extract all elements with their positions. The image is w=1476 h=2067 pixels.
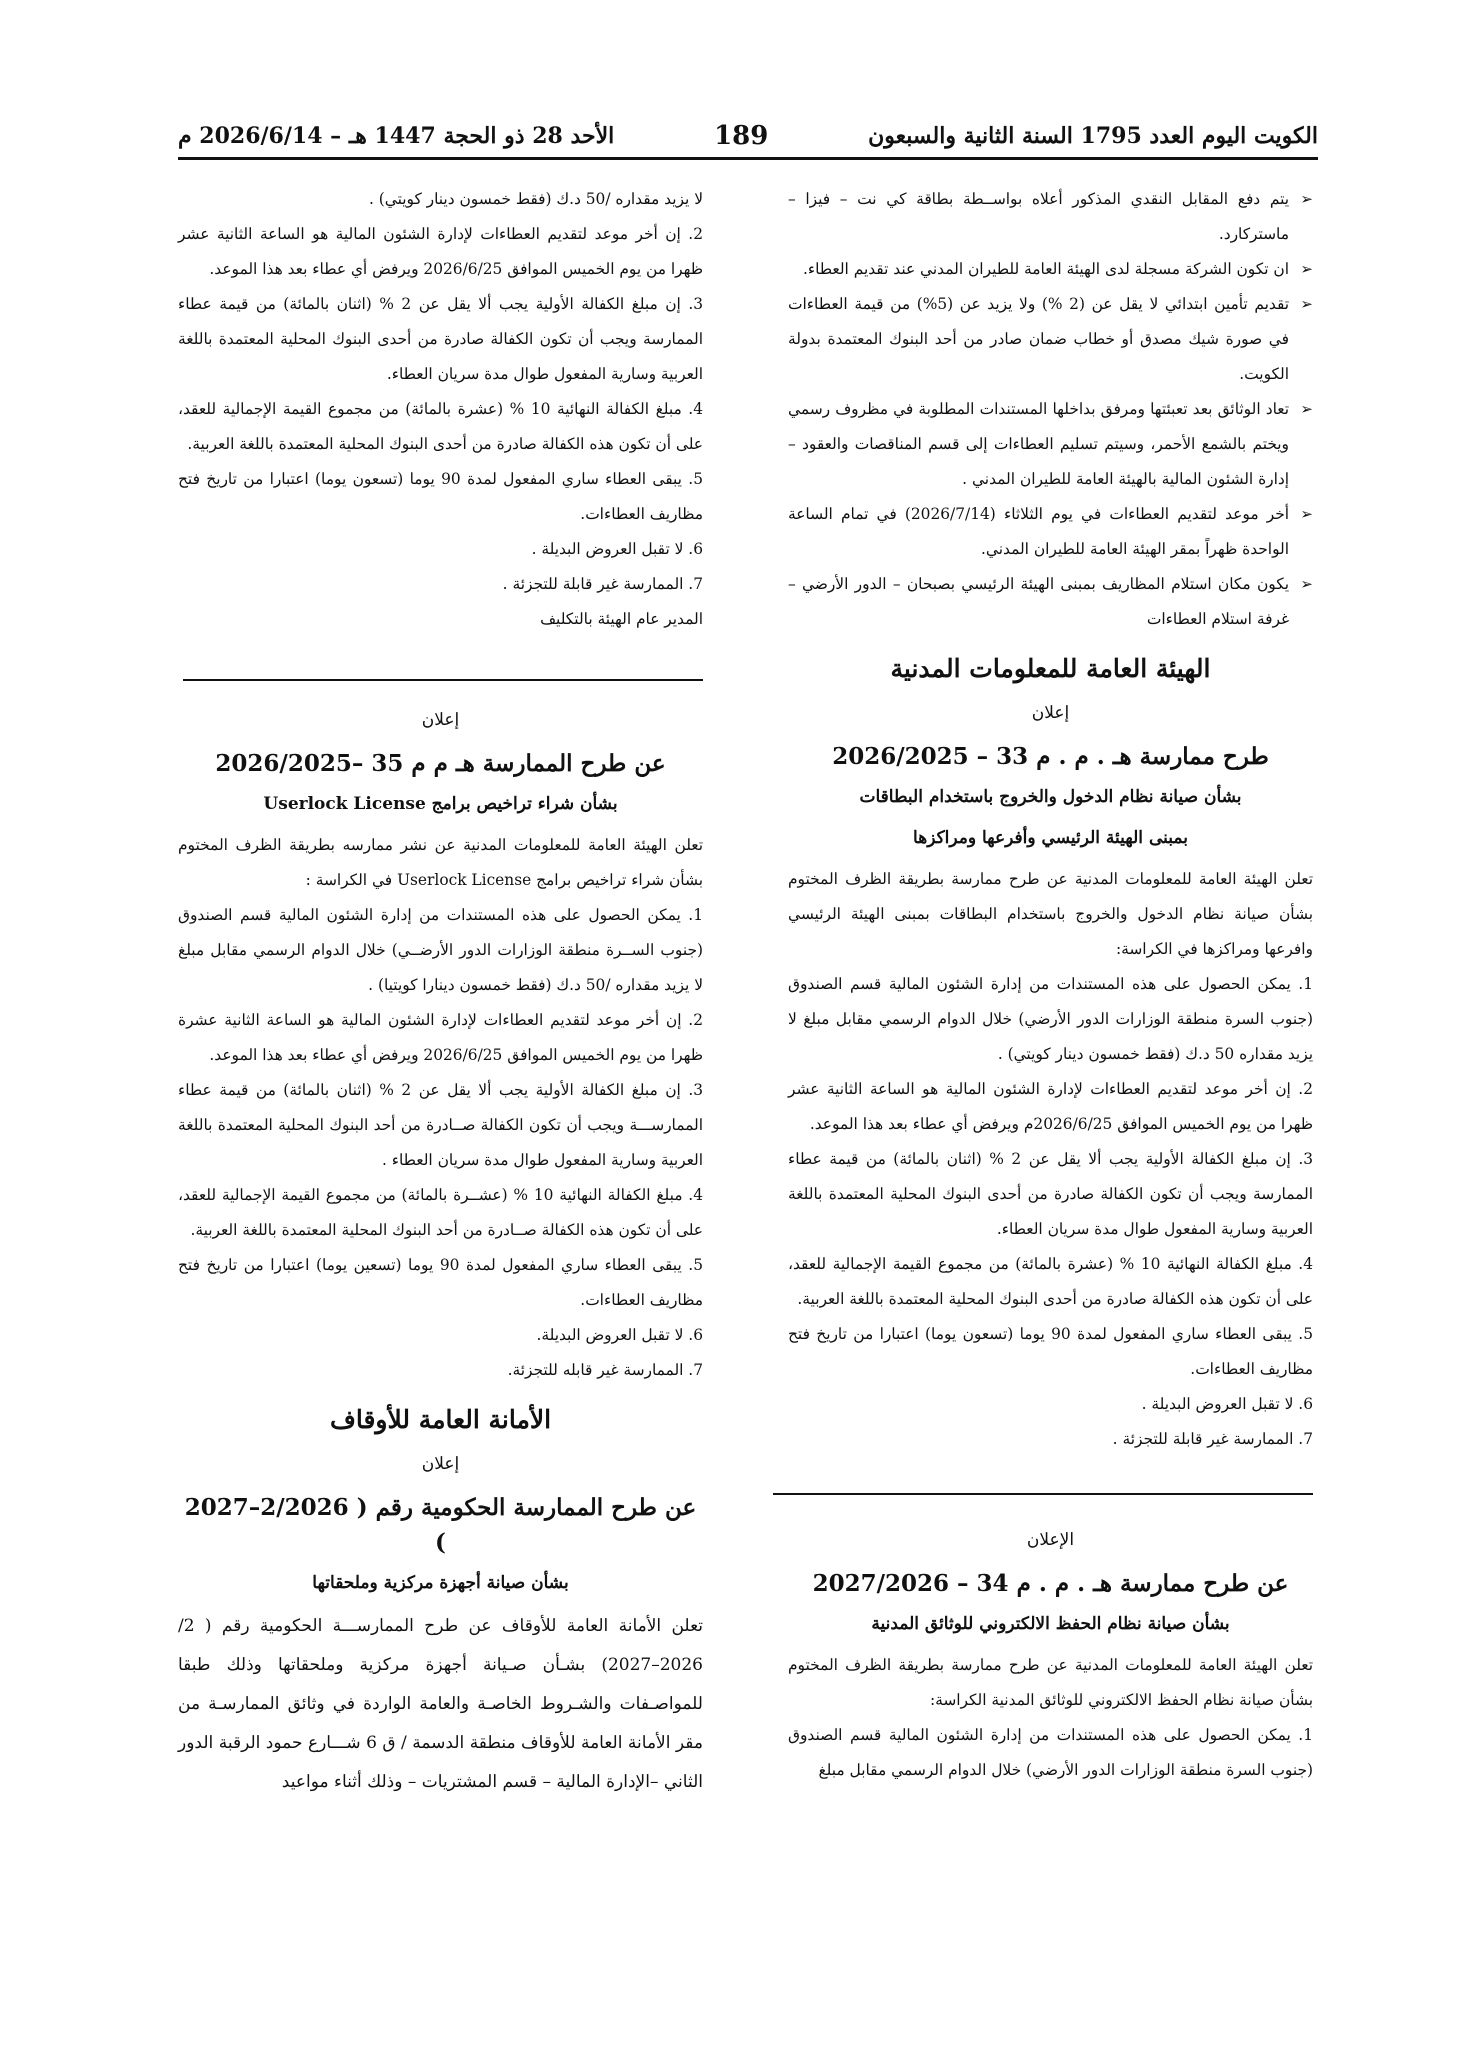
announcement-label: إعلان <box>421 1454 460 1474</box>
notice-subtitle: بشأن صيانة أجهزة مركزية وملحقاتها <box>312 1573 569 1593</box>
notice-title: طرح ممارسة هـ . م . م 33 – 2026/2025 <box>832 743 1269 770</box>
notice-item: 3. إن مبلغ الكفالة الأولية يجب ألا يقل عن 2 % (اثنان بالمائة) من قيمة عطاء الممارسة ويجب أن تكون الكفالة صادرة من أحدى البنوك المحلية المعتمدة باللغة العربية وسارية المفعول طوال مدة سريان العطاء. <box>178 295 704 383</box>
notice-item: 2. إن أخر موعد لتقديم العطاءات لإدارة الشئون المالية هو الساعة الثانية عشرة ظهرا من يوم الخميس الموافق 2026/6/25 ويرفض أي عطاء بعد هذا الموعد. <box>178 1011 703 1064</box>
right-column <box>788 182 1313 1788</box>
notice-item: 7. الممارسة غير قابلة للتجزئة . <box>502 575 703 593</box>
notice-subtitle: بمبنى الهيئة الرئيسي وأفرعها ومراكزها <box>913 828 1188 848</box>
notice-item: 5. يبقى العطاء ساري المفعول لمدة 90 يوما (تسعون يوما) اعتبارا من تاريخ فتح مظاريف العطاءات. <box>788 1325 1313 1378</box>
page-number: 189 <box>714 121 769 151</box>
notice-item: 1. يمكن الحصول على هذه المستندات من إدارة الشئون المالية قسم الصندوق (جنوب السرة منطقة الوزارات الدور الأرضي) خلال الدوام الرسمي مقابل مبلغ لا يزيد مقداره 50 د.ك (فقط خمسون دينار كويتي) . <box>788 975 1313 1063</box>
arrow-bullet-icon: ➢ <box>1300 190 1313 208</box>
notice-item: 5. يبقى العطاء ساري المفعول لمدة 90 يوما (تسعين يوما) اعتبارا من تاريخ فتح مظاريف العطاءات. <box>178 1256 703 1309</box>
notice-item: 6. لا تقبل العروض البديلة. <box>536 1326 703 1344</box>
notice-item: 2. إن أخر موعد لتقديم العطاءات لإدارة الشئون المالية هو الساعة الثانية عشر ظهرا من يوم الخميس الموافق 2026/6/25 ويرفض أي عطاء بعد هذا الموعد. <box>178 225 703 278</box>
left-column <box>178 182 703 1802</box>
notice-item: 4. مبلغ الكفالة النهائية 10 % (عشرة بالمائة) من مجموع القيمة الإجمالية للعقد، على أن تكون هذه الكفالة صادرة من أحدى البنوك المحلية المعتمدة باللغة العربية. <box>178 400 703 453</box>
arrow-bullet-icon: ➢ <box>1300 260 1313 278</box>
notice-item: 3. إن مبلغ الكفالة الأولية يجب ألا يقل عن 2 % (اثنان بالمائة) من قيمة عطاء الممارســـة ويجب أن تكون الكفالة صــادرة من أحد البنوك المحلية المعتمدة باللغة العربية وسارية المفعول طوال مدة سريان العطاء . <box>178 1081 704 1169</box>
notice-title: عن طرح ممارسة هـ . م . م 34 – 2027/2026 <box>812 1570 1289 1597</box>
header-issue: الكويت اليوم العدد 1795 السنة الثانية والسبعون <box>868 123 1318 149</box>
org-title: الأمانة العامة للأوقاف <box>329 1405 552 1434</box>
announcement-label: الإعلان <box>1026 1530 1075 1550</box>
bullet-item: ➢ تعاد الوثائق بعد تعبئتها ومرفق بداخلها المستندات المطلوبة في مظروف رسمي ويختم بالشمع الأحمر، وسيتم تسليم العطاءات إلى قسم المناقصات والعقود – إدارة الشئون المالية بالهيئة العامة للطيران المدني . <box>788 392 1313 497</box>
bullet-item: ➢ أخر موعد لتقديم العطاءات في يوم الثلاثاء (2026/7/14) في تمام الساعة الواحدة ظهراً بمقر الهيئة العامة للطيران المدني. <box>788 497 1313 567</box>
notice-subtitle: بشأن شراء تراخيص برامج Userlock License <box>263 794 618 814</box>
notice-intro: تعلن الهيئة العامة للمعلومات المدنية عن نشر ممارسه بطريقة الظرف المختوم بشأن شراء تراخيص برامج Userlock License في الكراسة : <box>178 836 703 889</box>
header-rule <box>178 157 1318 160</box>
arrow-bullet-icon: ➢ <box>1300 575 1313 593</box>
notice-subtitle: بشأن صيانة نظام الدخول والخروج باستخدام البطاقات <box>859 787 1242 807</box>
header-date: الأحد 28 ذو الحجة 1447 هـ – 2026/6/14 م <box>178 123 615 149</box>
announcement-label: إعلان <box>421 710 460 730</box>
bullet-list <box>788 182 1313 637</box>
notice-item: 4. مبلغ الكفالة النهائية 10 % (عشرة بالمائة) من مجموع القيمة الإجمالية للعقد، على أن تكون هذه الكفالة صادرة من أحدى البنوك المحلية المعتمدة باللغة العربية. <box>788 1255 1313 1308</box>
notice-item: 4. مبلغ الكفالة النهائية 10 % (عشــرة بالمائة) من مجموع القيمة الإجمالية للعقد، على أن تكون هذه الكفالة صــادرة من أحد البنوك المحلية المعتمدة باللغة العربية. <box>178 1186 703 1239</box>
section-divider <box>183 679 703 681</box>
notice-item: 6. لا تقبل العروض البديلة . <box>531 540 703 558</box>
section-divider <box>773 1493 1313 1495</box>
notice-item: لا يزيد مقداره /50 د.ك (فقط خمسون دينار كويتي) . <box>368 190 703 208</box>
notice-title: عن طرح الممارسة الحكومية رقم ( 2/2026–2027 ) <box>184 1494 697 1556</box>
announcement-label: إعلان <box>1031 703 1070 723</box>
notice-intro: تعلن الهيئة العامة للمعلومات المدنية عن طرح ممارسة بطريقة الظرف المختوم بشأن صيانة نظام الدخول والخروج باستخدام البطاقات بمبنى الهيئة الرئيسي وافرعها ومراكزها في الكراسة: <box>788 870 1313 958</box>
notice-subtitle: بشأن صيانة نظام الحفظ الالكتروني للوثائق المدنية <box>871 1614 1230 1634</box>
bullet-item: ➢ ان تكون الشركة مسجلة لدى الهيئة العامة للطيران المدني عند تقديم العطاء. <box>788 252 1313 287</box>
notice-item: 5. يبقى العطاء ساري المفعول لمدة 90 يوما (تسعون يوما) اعتبارا من تاريخ فتح مظاريف العطاءات. <box>178 470 703 523</box>
org-title: الهيئة العامة للمعلومات المدنية <box>890 654 1211 683</box>
arrow-bullet-icon: ➢ <box>1300 505 1313 523</box>
signature: المدير عام الهيئة بالتكليف <box>540 610 703 628</box>
bullet-item: ➢ تقديم تأمين ابتدائي لا يقل عن (2 %) ولا يزيد عن (5%) من قيمة العطاءات في صورة شيك مصدق أو خطاب ضمان صادر من أحد البنوك المعتمدة بدولة الكويت. <box>788 287 1313 392</box>
notice-title: عن طرح الممارسة هـ م م 35 –2026/2025 <box>215 750 666 777</box>
page-header <box>178 120 1318 152</box>
notice-item: 1. يمكن الحصول على هذه المستندات من إدارة الشئون المالية قسم الصندوق (جنوب الســرة منطقة الوزارات الدور الأرضــي) خلال الدوام الرسمي مقابل مبلغ لا يزيد مقداره /50 د.ك (فقط خمسون دينارا كويتيا) . <box>178 906 703 994</box>
notice-item: 3. إن مبلغ الكفالة الأولية يجب ألا يقل عن 2 % (اثنان بالمائة) من قيمة عطاء الممارسة ويجب أن تكون الكفالة صادرة من أحدى البنوك المحلية المعتمدة باللغة العربية وسارية المفعول طوال مدة سريان العطاء. <box>788 1150 1314 1238</box>
bullet-item: ➢ يتم دفع المقابل النقدي المذكور أعلاه بواســطة بطاقة كي نت – فيزا – ماستركارد. <box>788 182 1313 252</box>
notice-item: 1. يمكن الحصول على هذه المستندات من إدارة الشئون المالية قسم الصندوق (جنوب السرة منطقة الوزارات الدور الأرضي) خلال الدوام الرسمي مقابل مبلغ <box>788 1726 1313 1779</box>
notice-item: 7. الممارسة غير قابلة للتجزئة . <box>1112 1430 1313 1448</box>
notice-item: 7. الممارسة غير قابله للتجزئة. <box>507 1361 703 1379</box>
bullet-item: ➢ يكون مكان استلام المظاريف بمبنى الهيئة الرئيسي بصبحان – الدور الأرضي –غرفة استلام العطاءات <box>788 567 1313 637</box>
notice-intro: تعلن الهيئة العامة للمعلومات المدنية عن طرح ممارسة بطريقة الظرف المختوم بشأن صيانة نظام الحفظ الالكتروني للوثائق المدنية الكراسة: <box>788 1656 1313 1709</box>
notice-item: 2. إن أخر موعد لتقديم العطاءات لإدارة الشئون المالية هو الساعة الثانية عشر ظهرا من يوم الخميس الموافق 2026/6/25م ويرفض أي عطاء بعد هذا الموعد. <box>788 1080 1313 1133</box>
notice-body: تعلن الأمانة العامة للأوقاف عن طرح الممارســـة الحكومية رقم ( 2/ 2026–2027) بشـأن صـيانة أجهزة مركزية وملحقاتها وذلك طبقا للمواصـفات والشـروط الخاصـة والعامة الواردة في وثائق الممارسـة من مقر الأمانة العامة للأوقاف منطقة الدسمة / ق 6 شـــارع حمود الرقبة الدور الثاني –الإدارة المالية – قسم المشتريات – وذلك أثناء مواعيد <box>178 1616 704 1792</box>
arrow-bullet-icon: ➢ <box>1300 400 1313 418</box>
arrow-bullet-icon: ➢ <box>1300 295 1313 313</box>
notice-item: 6. لا تقبل العروض البديلة . <box>1141 1395 1313 1413</box>
